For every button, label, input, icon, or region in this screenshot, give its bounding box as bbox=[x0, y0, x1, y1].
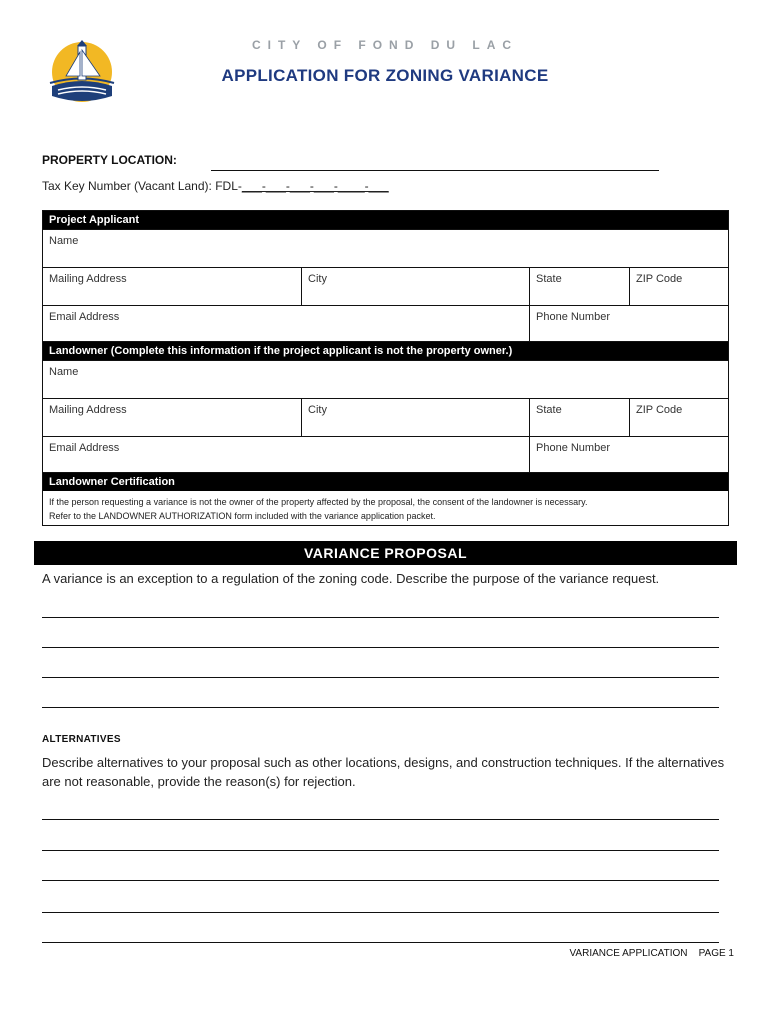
alternatives-answer-line[interactable] bbox=[42, 850, 719, 851]
landowner-name-field[interactable]: Name bbox=[49, 366, 79, 378]
variance-answer-line[interactable] bbox=[42, 707, 719, 708]
tax-key-blanks: ___-___-___-___-____-___ bbox=[241, 179, 389, 193]
applicant-state-field[interactable]: State bbox=[529, 268, 629, 305]
applicant-city-field[interactable]: City bbox=[301, 268, 529, 305]
city-name: CITY OF FOND DU LAC bbox=[251, 38, 519, 52]
landowner-phone-field[interactable]: Phone Number bbox=[529, 437, 728, 474]
variance-answer-line[interactable] bbox=[42, 617, 719, 618]
alternatives-instruction: Describe alternatives to your proposal such as other locations, designs, and construction techniques. If the alternatives are not reasonable, provide the reason(s) for rejection. bbox=[42, 755, 725, 789]
landowner-mailing-field[interactable]: Mailing Address bbox=[49, 404, 127, 416]
applicant-phone-field[interactable]: Phone Number bbox=[529, 306, 728, 343]
alternatives-heading: ALTERNATIVES bbox=[42, 734, 121, 745]
tax-key-field[interactable] bbox=[42, 179, 389, 193]
alternatives-answer-line[interactable] bbox=[42, 942, 719, 943]
property-location-label: PROPERTY LOCATION: bbox=[42, 153, 177, 167]
variance-answer-line[interactable] bbox=[42, 647, 719, 648]
property-location-field[interactable] bbox=[211, 170, 659, 171]
variance-answer-line[interactable] bbox=[42, 677, 719, 678]
certification-heading: Landowner Certification bbox=[43, 473, 728, 491]
page-footer: VARIANCE APPLICATION PAGE 1 bbox=[569, 948, 734, 959]
landowner-city-field[interactable]: City bbox=[301, 399, 529, 436]
landowner-zip-field[interactable]: ZIP Code bbox=[629, 399, 728, 436]
tax-key-label: Tax Key Number (Vacant Land): FDL- bbox=[42, 179, 242, 193]
landowner-section bbox=[42, 341, 729, 475]
applicant-name-field[interactable]: Name bbox=[49, 235, 79, 247]
applicant-heading: Project Applicant bbox=[43, 211, 728, 229]
applicant-zip-field[interactable]: ZIP Code bbox=[629, 268, 728, 305]
certification-line-2: Refer to the LANDOWNER AUTHORIZATION form included with the variance application packet. bbox=[49, 511, 436, 521]
landowner-state-field[interactable]: State bbox=[529, 399, 629, 436]
variance-instruction: A variance is an exception to a regulation of the zoning code. Describe the purpose of the variance request. bbox=[42, 571, 660, 586]
alternatives-answer-line[interactable] bbox=[42, 819, 719, 820]
applicant-email-field[interactable]: Email Address bbox=[49, 311, 120, 323]
certification-section bbox=[42, 472, 729, 526]
page-title: APPLICATION FOR ZONING VARIANCE bbox=[221, 66, 549, 85]
certification-line-1: If the person requesting a variance is not the owner of the property affected by the proposal, the consent of the landowner is necessary. bbox=[49, 497, 588, 507]
variance-proposal-heading: VARIANCE PROPOSAL bbox=[34, 541, 737, 565]
applicant-mailing-field[interactable]: Mailing Address bbox=[49, 273, 127, 285]
applicant-section bbox=[42, 210, 729, 344]
certification-text bbox=[43, 491, 728, 525]
landowner-heading: Landowner (Complete this information if the project applicant is not the property owner.) bbox=[43, 342, 728, 360]
landowner-email-field[interactable]: Email Address bbox=[49, 442, 120, 454]
alternatives-answer-line[interactable] bbox=[42, 912, 719, 913]
alternatives-answer-line[interactable] bbox=[42, 880, 719, 881]
